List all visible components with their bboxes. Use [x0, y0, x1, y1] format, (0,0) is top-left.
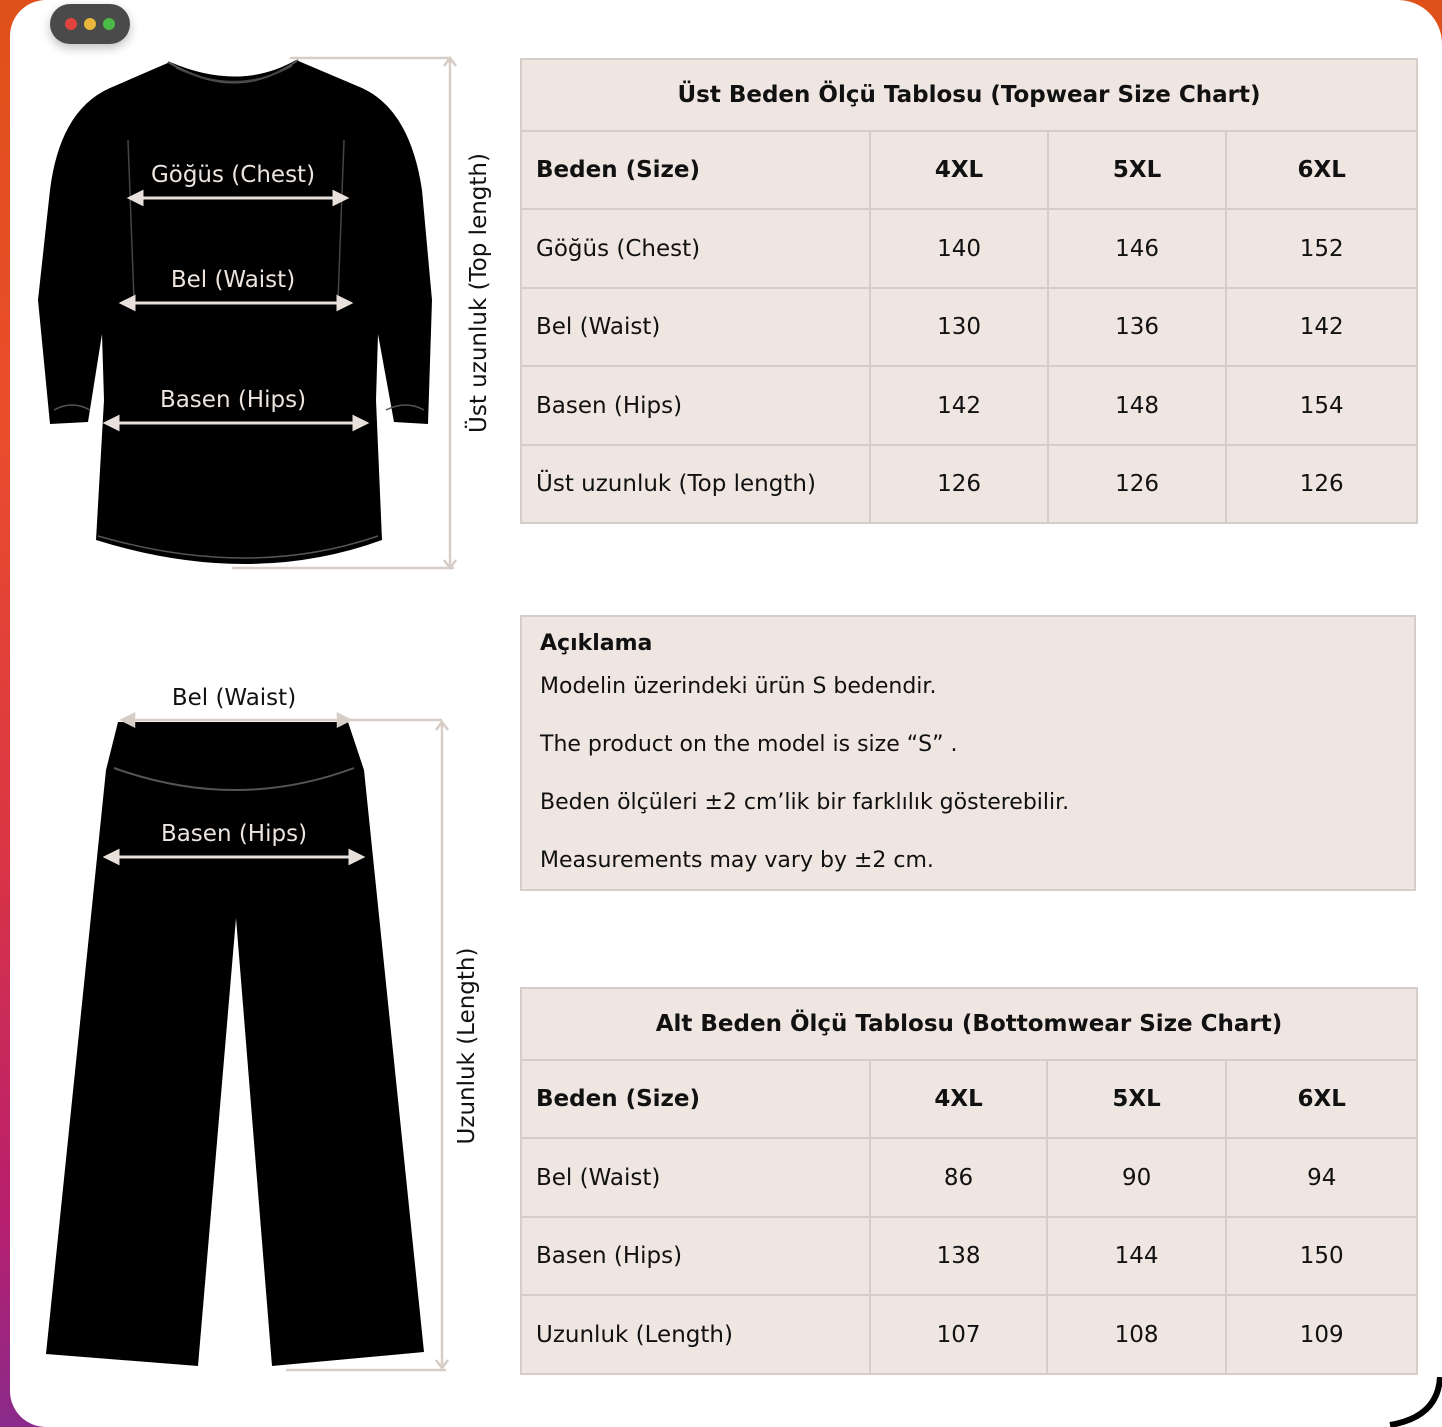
row-label: Bel (Waist): [521, 288, 870, 366]
cell-value: 94: [1226, 1138, 1417, 1217]
garment-illustration: [10, 0, 510, 1427]
row-label: Göğüs (Chest): [521, 209, 870, 288]
cell-value: 126: [1048, 445, 1227, 523]
bottom-hips-label: Basen (Hips): [160, 821, 308, 847]
description-panel: [520, 615, 1416, 891]
cell-value: 109: [1226, 1295, 1417, 1374]
row-label: Üst uzunluk (Top length): [521, 445, 870, 523]
table-row: [521, 1138, 1417, 1217]
cell-value: 126: [1226, 445, 1417, 523]
table-header-row: [521, 131, 1417, 209]
header-size-cell: Beden (Size): [521, 131, 870, 209]
table-header-row: [521, 1060, 1417, 1138]
top-hips-label: Basen (Hips): [159, 387, 307, 413]
corner-curve-icon: [1382, 1377, 1442, 1427]
header-4xl-cell: 4XL: [870, 1060, 1047, 1138]
bottomwear-table-title: Alt Beden Ölçü Tablosu (Bottomwear Size Chart): [521, 988, 1417, 1060]
cell-value: 142: [870, 366, 1048, 445]
cell-value: 144: [1047, 1217, 1227, 1295]
bottom-length-label: Uzunluk (Length): [454, 947, 480, 1145]
topwear-table-title: Üst Beden Ölçü Tablosu (Topwear Size Chart): [521, 59, 1417, 131]
cell-value: 107: [870, 1295, 1047, 1374]
description-title: Açıklama: [540, 631, 653, 656]
description-line: The product on the model is size “S” .: [540, 732, 958, 757]
cell-value: 90: [1047, 1138, 1227, 1217]
topwear-size-table: [520, 58, 1418, 524]
cell-value: 148: [1048, 366, 1227, 445]
cell-value: 152: [1226, 209, 1417, 288]
description-line: Modelin üzerindeki ürün S bedendir.: [540, 674, 937, 699]
cell-value: 130: [870, 288, 1048, 366]
top-chest-label: Göğüs (Chest): [150, 162, 316, 188]
cell-value: 136: [1048, 288, 1227, 366]
table-row: [521, 288, 1417, 366]
header-5xl-cell: 5XL: [1047, 1060, 1227, 1138]
cell-value: 138: [870, 1217, 1047, 1295]
top-garment-icon: [38, 60, 432, 564]
table-row: [521, 209, 1417, 288]
table-row: [521, 366, 1417, 445]
bottom-garment-icon: [46, 722, 424, 1366]
top-waist-label: Bel (Waist): [170, 267, 296, 293]
app-window: [10, 0, 1442, 1427]
header-5xl-cell: 5XL: [1048, 131, 1227, 209]
bottom-waist-label: Bel (Waist): [171, 685, 297, 711]
cell-value: 140: [870, 209, 1048, 288]
cell-value: 146: [1048, 209, 1227, 288]
header-size-cell: Beden (Size): [521, 1060, 870, 1138]
cell-value: 150: [1226, 1217, 1417, 1295]
row-label: Bel (Waist): [521, 1138, 870, 1217]
top-length-label: Üst uzunluk (Top length): [466, 153, 492, 433]
cell-value: 126: [870, 445, 1048, 523]
bottomwear-size-table: [520, 987, 1418, 1375]
row-label: Basen (Hips): [521, 1217, 870, 1295]
row-label: Uzunluk (Length): [521, 1295, 870, 1374]
row-label: Basen (Hips): [521, 366, 870, 445]
cell-value: 154: [1226, 366, 1417, 445]
table-row: [521, 1295, 1417, 1374]
header-6xl-cell: 6XL: [1226, 1060, 1417, 1138]
table-row: [521, 445, 1417, 523]
description-line: Beden ölçüleri ±2 cm’lik bir farklılık gösterebilir.: [540, 790, 1070, 815]
cell-value: 86: [870, 1138, 1047, 1217]
header-6xl-cell: 6XL: [1226, 131, 1417, 209]
cell-value: 142: [1226, 288, 1417, 366]
table-row: [521, 1217, 1417, 1295]
header-4xl-cell: 4XL: [870, 131, 1048, 209]
cell-value: 108: [1047, 1295, 1227, 1374]
description-line: Measurements may vary by ±2 cm.: [540, 848, 934, 873]
